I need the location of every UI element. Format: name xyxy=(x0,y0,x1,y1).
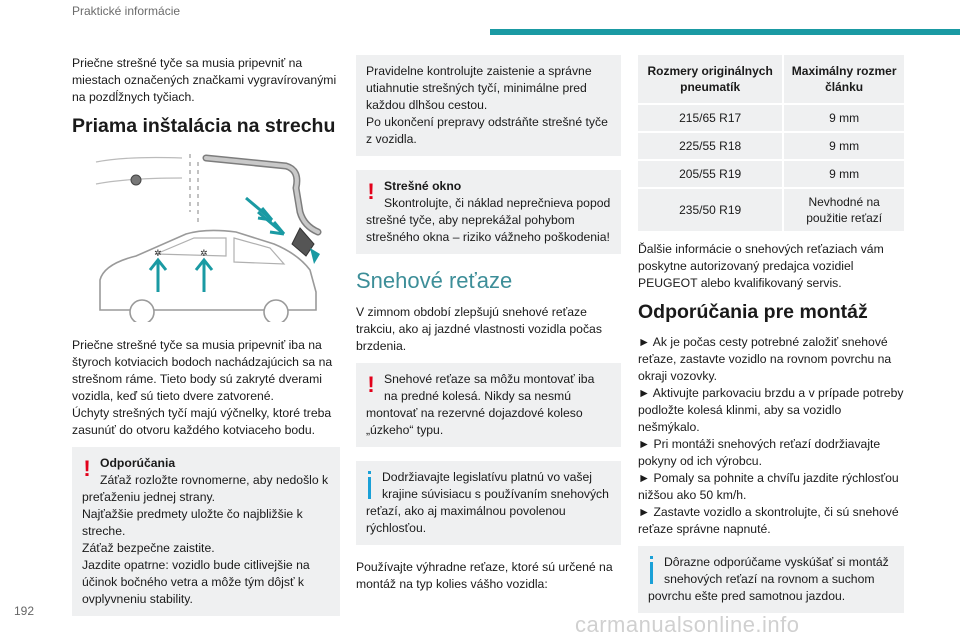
table-cell: Nevhodné na použitie reťazí xyxy=(783,188,904,231)
snow-chains-intro: V zimnom období zlepšujú snehové reťaze trakciu, ako aj jazdné vlastnosti vozidla počas brzdenia. xyxy=(356,305,602,353)
table-header-tyre-size: Rozmery originálnych pneumatík xyxy=(647,64,773,94)
warning-box-title: Strešné okno xyxy=(384,179,462,193)
warning-exclamation-icon: ! xyxy=(367,372,375,397)
table-cell: 205/55 R19 xyxy=(638,160,783,188)
table-cell: 9 mm xyxy=(783,132,904,160)
svg-text:✲: ✲ xyxy=(154,249,162,259)
svg-text:✲: ✲ xyxy=(200,249,208,259)
body-paragraph-2: Úchyty strešných tyčí majú výčnelky, ktoré treba zasunúť do otvoru každého kotviaceho bodu. xyxy=(72,406,332,437)
section-heading-roof-install: Priama inštalácia na strechu xyxy=(72,115,336,137)
intro-paragraph: Priečne strešné tyče sa musia pripevniť na miestach označených značkami vygravírovanými na pozdĺžnych tyčiach. xyxy=(72,56,337,104)
section-heading-snow-chains: Snehové reťaze xyxy=(356,268,513,293)
warning-box-recommendations xyxy=(72,447,340,616)
info-box-practice xyxy=(638,546,904,613)
check-box-note xyxy=(356,55,621,156)
step-5: ► Zastavte vozidlo a skontrolujte, či sú snehové reťaze správne napnuté. xyxy=(638,505,899,536)
table-row xyxy=(638,160,904,188)
body-paragraph-1: Priečne strešné tyče sa musia pripevniť iba na štyroch kotviacich bodoch nachádzajúcich sa na strešnom ráme. Tieto body sú zakryté dverami vozidla, keď sú tieto dvere zatvorené. xyxy=(72,338,333,403)
warning-box-text: Skontrolujte, či náklad neprečnieva popod strešné tyče, aby neprekážal pohybom strešného okna – riziko vážneho poškodenia! xyxy=(366,196,611,244)
table-cell: 215/65 R17 xyxy=(638,104,783,132)
info-icon xyxy=(366,471,374,501)
column-right xyxy=(638,55,904,627)
column-middle xyxy=(356,55,621,601)
warning-line-3: Záťaž bezpečne zaistite. xyxy=(82,541,215,555)
info-icon xyxy=(648,556,656,586)
warning-box-front-wheels xyxy=(356,363,621,447)
warning-box-sunroof xyxy=(356,170,621,254)
section-heading-mounting-tips: Odporúčania pre montáž xyxy=(638,301,868,323)
warning-exclamation-icon: ! xyxy=(367,179,375,204)
step-4: ► Pomaly sa pohnite a chvíľu jazdite rýchlosťou nižšou ako 50 km/h. xyxy=(638,471,899,502)
info-box-legislation xyxy=(356,461,621,545)
table-row xyxy=(638,132,904,160)
header-accent-bar xyxy=(490,29,960,35)
chains-usage-paragraph: Používajte výhradne reťaze, ktoré sú určené na montáž na typ kolies vášho vozidla: xyxy=(356,560,613,591)
table-cell: 235/50 R19 xyxy=(638,188,783,231)
running-header: Praktické informácie xyxy=(72,4,181,18)
step-3: ► Pri montáži snehových reťazí dodržiavajte pokyny od ich výrobcu. xyxy=(638,437,881,468)
table-cell: 225/55 R18 xyxy=(638,132,783,160)
warning-line-4: Jazdite opatrne: vozidlo bude citlivejšie na účinok bočného vetra a môže tým dôjsť k ovplyvneniu stability. xyxy=(82,558,310,606)
warning-line-1: Záťaž rozložte rovnomerne, aby nedošlo k preťaženiu jednej strany. xyxy=(82,473,329,504)
page-number: 192 xyxy=(14,604,35,618)
step-2: ► Aktivujte parkovaciu brzdu a v prípade potreby podložte kolesá klinmi, aby sa vozidlo nešmýkalo. xyxy=(638,386,904,434)
warning-box-text: Snehové reťaze sa môžu montovať iba na predné kolesá. Nikdy sa nesmú montovať na rezervné dojazdové koleso „úzkeho“ typu. xyxy=(366,372,595,437)
table-cell: 9 mm xyxy=(783,104,904,132)
column-left xyxy=(72,55,340,630)
watermark: carmanualsonline.info xyxy=(575,612,800,637)
table-header-max-link: Maximálny rozmer článku xyxy=(783,55,904,104)
roof-bar-illustration xyxy=(86,152,324,322)
tyre-size-table xyxy=(638,55,904,231)
warning-line-2: Najťažšie predmety uložte čo najbližšie k streche. xyxy=(82,507,303,538)
info-box-text: Dodržiavajte legislatívu platnú vo vašej krajine súvisiacu s používaním snehových reťazí, ako aj maximálnou povolenou rýchlosťou. xyxy=(366,470,609,535)
note-line-1: Pravidelne kontrolujte zaistenie a správne utiahnutie strešných tyčí, minimálne pred každou dlhšou cestou. xyxy=(366,64,592,112)
info-box-text: Dôrazne odporúčame vyskúšať si montáž snehových reťazí na rovnom a suchom povrchu ešte pred samotnou jazdou. xyxy=(648,555,889,603)
table-row xyxy=(638,188,904,231)
note-line-2: Po ukončení prepravy odstráňte strešné tyče z vozidla. xyxy=(366,115,608,146)
table-row xyxy=(638,104,904,132)
table-cell: 9 mm xyxy=(783,160,904,188)
warning-box-title: Odporúčania xyxy=(100,456,176,470)
warning-exclamation-icon: ! xyxy=(83,456,91,481)
more-info-paragraph: Ďalšie informácie o snehových reťaziach vám poskytne autorizovaný predajca vozidiel PEUGEOT alebo kvalifikovaný servis. xyxy=(638,242,884,290)
step-1: ► Ak je počas cesty potrebné založiť snehové reťaze, zastavte vozidlo na rovnom povrchu na okraji vozovky. xyxy=(638,335,892,383)
